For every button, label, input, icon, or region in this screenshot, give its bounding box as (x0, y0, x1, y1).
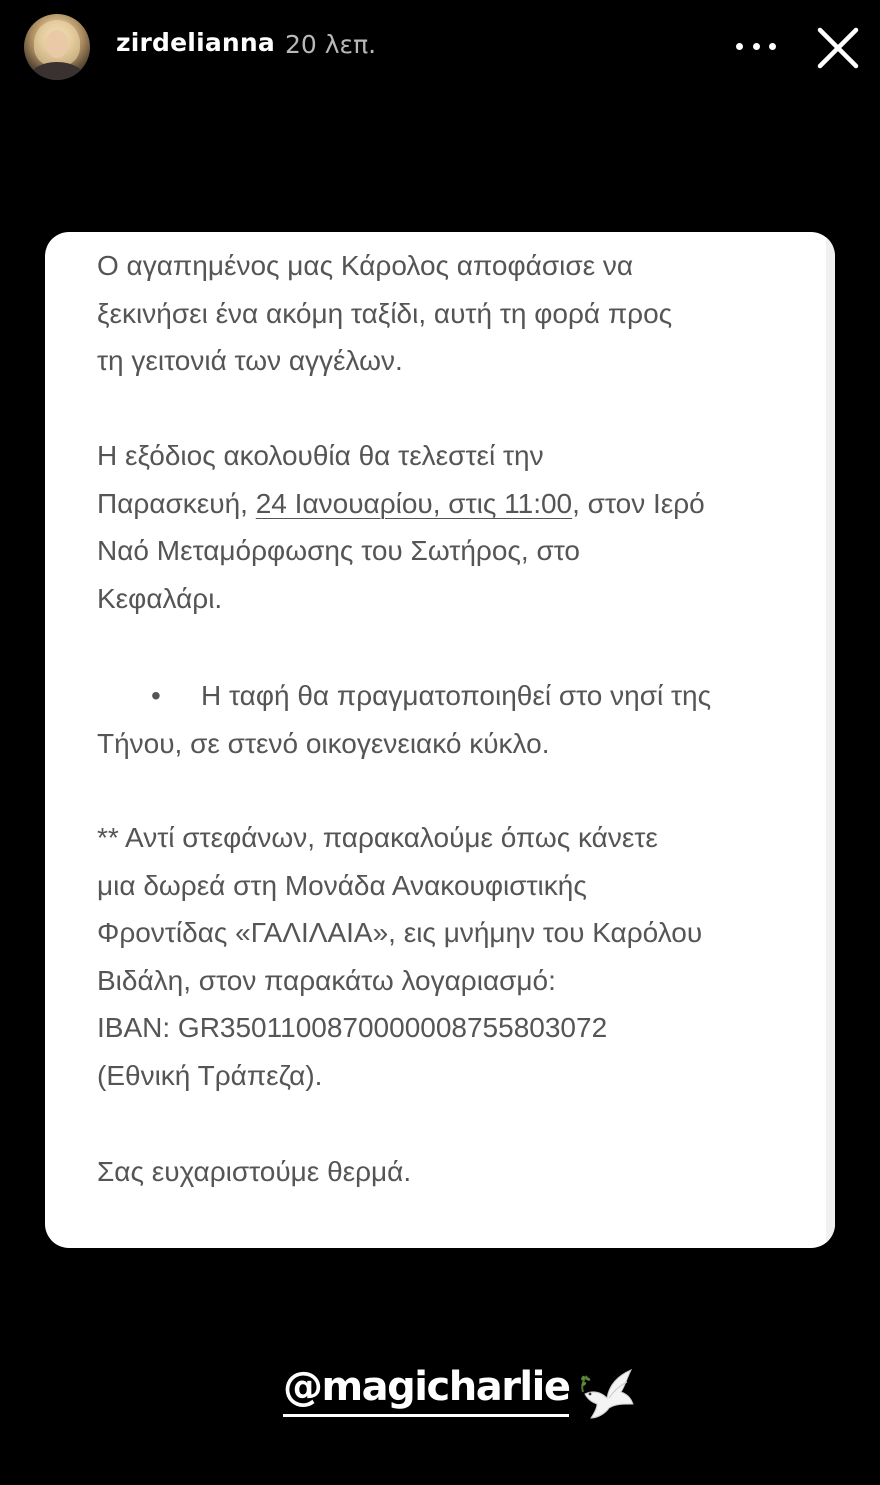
profile-avatar[interactable] (24, 14, 90, 80)
dot (736, 43, 743, 50)
text-line (97, 672, 797, 720)
date-link[interactable]: 24 Ιανουαρίου, στις 11:00 (255, 487, 573, 519)
dot (769, 43, 776, 50)
text-line: (Εθνική Τράπεζα). (97, 1059, 323, 1091)
avatar-face (46, 30, 68, 58)
text-line: ** Αντί στεφάνων, παρακαλούμε όπως κάνετε (97, 822, 658, 853)
post-time: 20 λεπ. (285, 30, 377, 59)
iban-line: IBAN: GR3501100870000008755803072 (97, 1012, 608, 1043)
text-line: Κεφαλάρι. (97, 582, 223, 614)
text-line: ξεκινήσει ένα ακόμη ταξίδι, αυτή τη φορά προς (97, 297, 673, 329)
paragraph-burial (97, 672, 797, 767)
text-line: Σας ευχαριστούμε θερμά. (97, 1156, 412, 1187)
text-fragment: Η ταφή θα πραγματοποιηθεί στο νησί της (201, 680, 712, 711)
mention-handle[interactable]: @magicharlie (283, 1362, 569, 1417)
bullet: • (151, 680, 161, 711)
text-fragment: , στον Ιερό (572, 487, 705, 519)
text-line: Ο αγαπημένος μας Κάρολος αποφάσισε να (97, 250, 634, 281)
dove-icon (579, 1364, 637, 1422)
text-line: Ναό Μεταμόρφωσης του Σωτήρος, στο (97, 535, 580, 566)
text-fragment: Παρασκευή, (97, 487, 256, 519)
story-header (0, 0, 880, 96)
dot (753, 43, 760, 50)
close-icon[interactable] (812, 22, 864, 74)
paragraph-intro (97, 242, 797, 385)
announcement-card (45, 232, 835, 1248)
username[interactable]: zirdelianna (116, 28, 275, 57)
text-line: Βιδάλη, στον παρακάτω λογαριασμό: (97, 964, 556, 996)
text-line: μια δωρεά στη Μονάδα Ανακουφιστικής (97, 869, 587, 901)
avatar-body (30, 62, 84, 80)
card-scroll-edge (826, 232, 835, 1248)
more-dots-icon[interactable] (736, 34, 776, 58)
text-line: Τήνου, σε στενό οικογενειακό κύκλο. (97, 727, 550, 759)
text-line (97, 480, 797, 528)
text-line: Η εξόδιος ακολουθία θα τελεστεί την (97, 440, 544, 471)
mention-sticker[interactable] (283, 1362, 637, 1432)
paragraph-thanks (97, 1148, 797, 1196)
paragraph-service (97, 432, 797, 622)
paragraph-donation (97, 814, 797, 1099)
text-line: Φροντίδας «ΓΑΛΙΛΑΙΑ», εις μνήμην του Καρόλου (97, 917, 703, 948)
text-line: τη γειτονιά των αγγέλων. (97, 345, 403, 376)
